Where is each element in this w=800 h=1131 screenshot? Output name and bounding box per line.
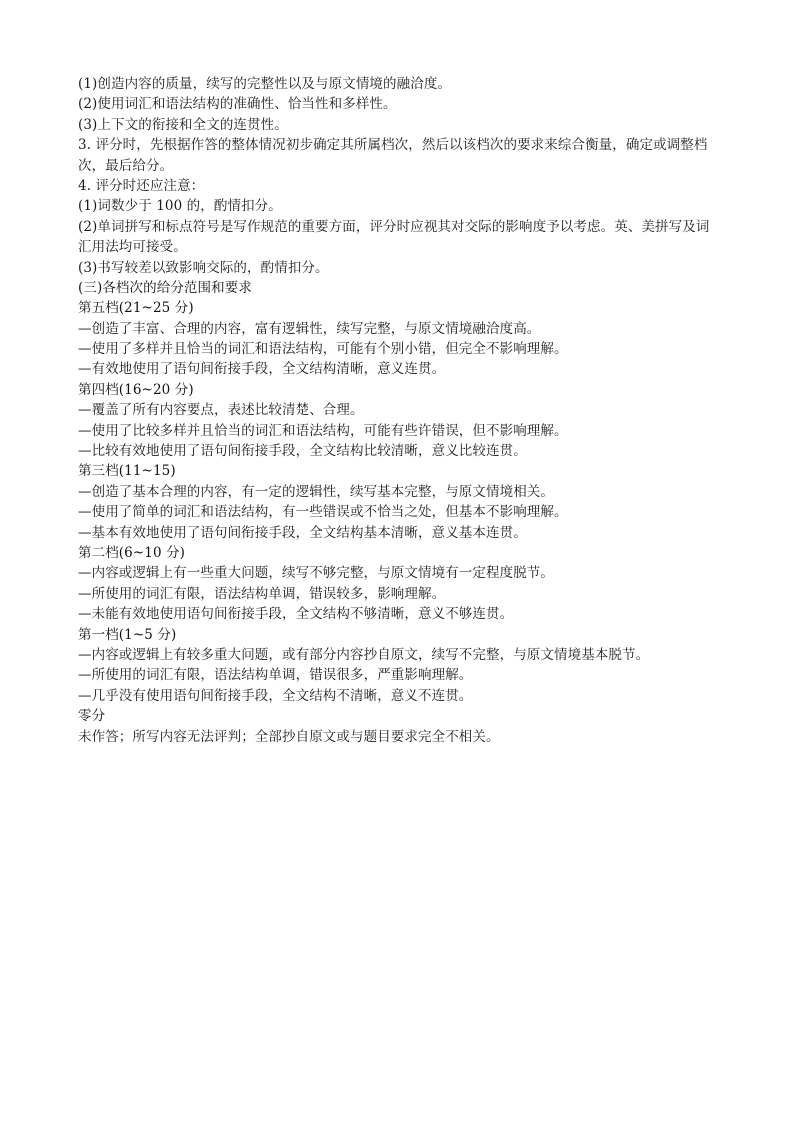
grade-3-item-1: —创造了基本合理的内容，有一定的逻辑性，续写基本完整，与原文情境相关。 [78, 483, 554, 500]
grade-2-item-1: —内容或逻辑上有一些重大问题，续写不够完整，与原文情境有一定程度脱节。 [78, 565, 554, 582]
grade-1-item-1: —内容或逻辑上有较多重大问题，或有部分内容抄自原文，续写不完整，与原文情境基本脱节。 [78, 646, 650, 663]
grade-5-item-1: —创造了丰富、合理的内容，富有逻辑性，续写完整，与原文情境融洽度高。 [78, 320, 541, 337]
grade-2-heading: 第二档(6~10 分) [78, 544, 186, 561]
grade-3-heading: 第三档(11~15) [78, 463, 176, 480]
grade-5-heading: 第五档(21~25 分) [78, 300, 194, 317]
grade-4-item-2: —使用了比较多样并且恰当的词汇和语法结构，可能有些许错误，但不影响理解。 [78, 422, 568, 439]
criterion-coherence: (3)上下文的衔接和全文的连贯性。 [78, 116, 288, 133]
criterion-content-quality: (1)创造内容的质量，续写的完整性以及与原文情境的融洽度。 [78, 76, 452, 92]
note-handwriting: (3)书写较差以致影响交际的，酌情扣分。 [78, 259, 329, 276]
scoring-step-4-heading: 4. 评分时还应注意： [78, 177, 205, 194]
note-spelling-line-1: (2)单词拼写和标点符号是写作规范的重要方面，评分时应视其对交际的影响度予以考虑。英、美拼写及词 [78, 218, 710, 235]
grade-1-item-2: —所使用的词汇有限，语法结构单调，错误很多，严重影响理解。 [78, 667, 473, 684]
note-spelling-line-2: 汇用法均可接受。 [78, 239, 187, 256]
document-body [78, 74, 738, 747]
grade-4-heading: 第四档(16~20 分) [78, 381, 194, 398]
criterion-vocabulary-grammar: (2)使用词汇和语法结构的准确性、恰当性和多样性。 [78, 96, 397, 113]
grade-3-item-3: —基本有效地使用了语句间衔接手段，全文结构基本清晰，意义基本连贯。 [78, 524, 527, 541]
grade-1-heading: 第一档(1~5 分) [78, 626, 177, 643]
grade-4-item-1: —覆盖了所有内容要点，表述比较清楚、合理。 [78, 402, 364, 419]
grade-2-item-2: —所使用的词汇有限，语法结构单调，错误较多，影响理解。 [78, 585, 446, 602]
grade-5-item-2: —使用了多样并且恰当的词汇和语法结构，可能有个别小错，但完全不影响理解。 [78, 341, 568, 358]
scoring-step-3-line-2: 次，最后给分。 [78, 157, 174, 174]
grade-0-item-1: 未作答；所写内容无法评判；全部抄自原文或与题目要求完全不相关。 [78, 728, 500, 745]
grade-4-item-3: —比较有效地使用了语句间衔接手段，全文结构比较清晰，意义比较连贯。 [78, 443, 527, 460]
section-heading-grade-ranges: (三)各档次的给分范围和要求 [78, 279, 252, 296]
grade-2-item-3: —未能有效地使用语句间衔接手段，全文结构不够清晰，意义不够连贯。 [78, 606, 514, 623]
grade-5-item-3: —有效地使用了语句间衔接手段，全文结构清晰，意义连贯。 [78, 361, 446, 378]
note-word-count: (1)词数少于 100 的，酌情扣分。 [78, 198, 282, 215]
scoring-step-3-line-1: 3. 评分时，先根据作答的整体情况初步确定其所属档次，然后以该档次的要求来综合衡量，确定或调整档 [78, 137, 708, 154]
grade-1-item-3: —几乎没有使用语句间衔接手段，全文结构不清晰，意义不连贯。 [78, 687, 473, 704]
grade-0-heading: 零分 [78, 708, 106, 725]
grade-3-item-2: —使用了简单的词汇和语法结构，有一些错误或不恰当之处，但基本不影响理解。 [78, 504, 568, 521]
